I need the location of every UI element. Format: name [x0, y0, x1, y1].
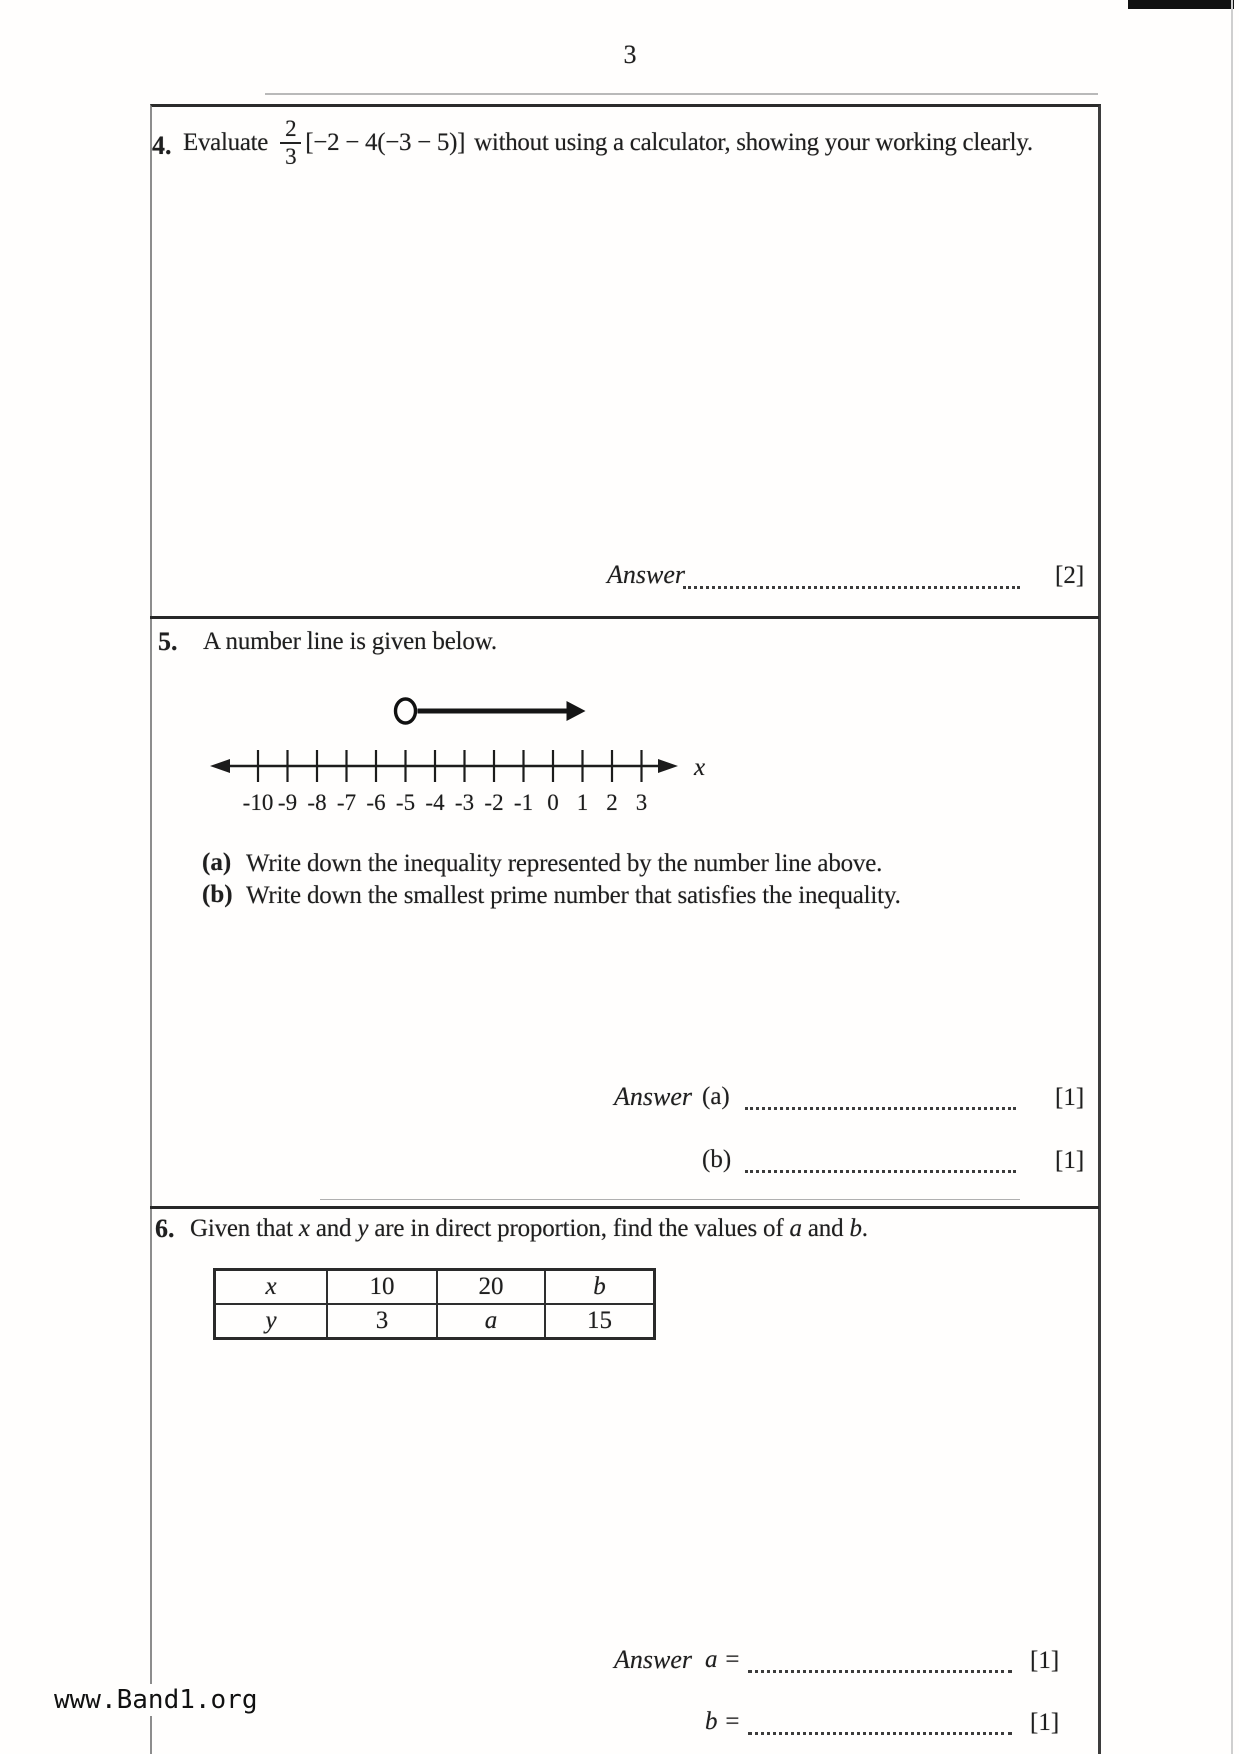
q5-part-a-label: (a) [202, 849, 232, 876]
table-cell: a [437, 1304, 545, 1339]
watermark: www.Band1.org [50, 1684, 262, 1716]
svg-text:1: 1 [576, 790, 589, 815]
q5-part-b-label: (b) [202, 881, 233, 908]
svg-text:2: 2 [606, 790, 618, 815]
q6-answer-label: Answer [614, 1645, 692, 1674]
svg-text:-5: -5 [395, 790, 416, 815]
q6-answer-b-marks: [1] [1030, 1709, 1060, 1736]
svg-text:-1: -1 [513, 790, 534, 815]
q4-answer-label: Answer [607, 560, 685, 589]
table-cell: 15 [545, 1304, 655, 1339]
table-cell: b [545, 1270, 655, 1305]
q5-part-a-text: Write down the inequality represented by the number line above. [246, 850, 883, 877]
q6-answer-a-marks: [1] [1030, 1647, 1060, 1674]
svg-text:0: 0 [547, 790, 559, 815]
q4-marks: [2] [1055, 562, 1085, 589]
svg-text:3: 3 [635, 790, 648, 815]
q5-answer-a-blank [745, 1081, 1016, 1110]
q5-part-b-text: Write down the smallest prime number that satisfies the inequality. [246, 882, 901, 909]
svg-text:-3: -3 [454, 790, 475, 815]
q4-fraction [280, 117, 301, 169]
question-divider-1 [150, 616, 1099, 619]
q5-answer-a-marks: [1] [1055, 1084, 1085, 1111]
proportion-table [213, 1268, 656, 1340]
svg-text:-2: -2 [484, 790, 504, 815]
q4-answer-blank [683, 560, 1020, 589]
q6-answer-b-blank [748, 1706, 1012, 1735]
q4-lead: Evaluate [183, 129, 269, 156]
svg-text:-8: -8 [307, 790, 327, 815]
q6-number: 6. [155, 1214, 175, 1243]
svg-text:-10: -10 [242, 790, 274, 815]
svg-text:-6: -6 [366, 790, 386, 815]
q5-answer-label: Answer [614, 1082, 692, 1111]
scan-ghost-line [265, 93, 1098, 95]
table-cell: x [215, 1270, 328, 1305]
fraction-numerator: 2 [280, 117, 301, 144]
svg-text:-4: -4 [425, 790, 445, 815]
q5-answer-b-label: (b) [702, 1146, 732, 1173]
table-cell: y [215, 1304, 328, 1339]
fraction-denominator: 3 [285, 144, 297, 169]
q4-question-text [183, 106, 1033, 180]
table-cell: 20 [437, 1270, 545, 1305]
q5-number: 5. [158, 627, 178, 656]
q6-answer-b-label: b = [705, 1708, 741, 1735]
page-number: 3 [623, 40, 637, 69]
table-cell: 10 [327, 1270, 437, 1305]
q5-answer-b-blank [745, 1144, 1016, 1173]
scan-edge-line [1231, 0, 1233, 1754]
q6-answer-a-label: a = [705, 1646, 741, 1673]
number-line-figure [188, 686, 718, 826]
q4-number: 4. [152, 131, 172, 160]
question-border-box [150, 104, 1101, 1754]
question-divider-2 [150, 1206, 1099, 1209]
scan-ghost-line-2 [320, 1199, 1020, 1200]
svg-text:-7: -7 [336, 790, 357, 815]
scan-artifact-bar [1128, 0, 1234, 9]
q4-expression: [−2 − 4(−3 − 5)] [305, 129, 466, 156]
q4-tail: without using a calculator, showing your working clearly. [474, 129, 1033, 156]
svg-text:x: x [694, 754, 706, 781]
q6-question-text: Given that x and y are in direct proportion, find the values of a and b. [190, 1215, 868, 1242]
q5-answer-a-label: (a) [702, 1083, 730, 1110]
table-cell: 3 [327, 1304, 437, 1339]
q5-intro: A number line is given below. [203, 628, 497, 655]
q5-answer-b-marks: [1] [1055, 1147, 1085, 1174]
svg-text:-9: -9 [277, 790, 298, 815]
q6-answer-a-blank [748, 1644, 1012, 1673]
